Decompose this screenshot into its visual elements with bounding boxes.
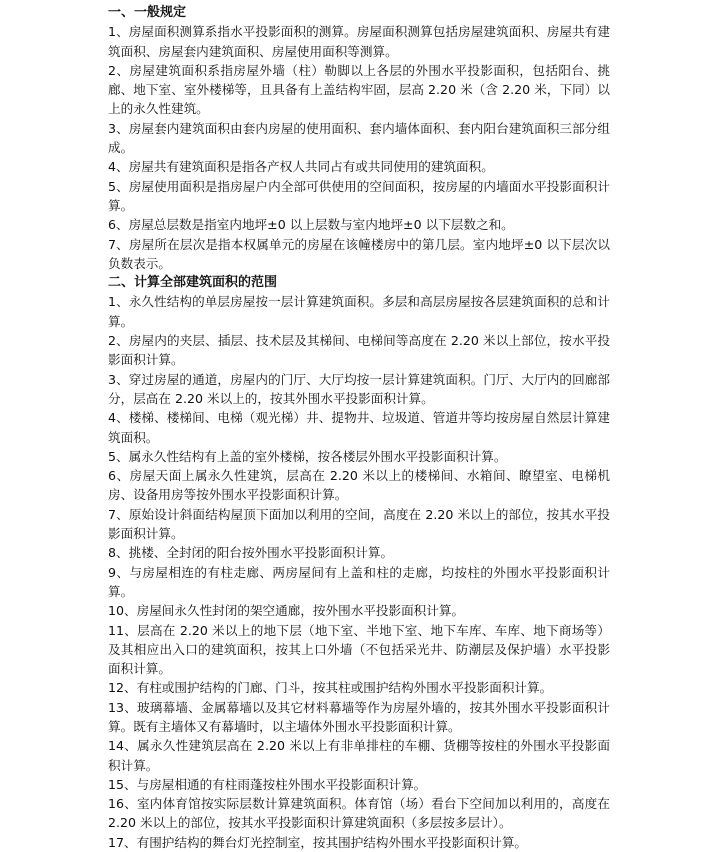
rule-item: 15、与房屋相通的有柱雨蓬按柱外围水平投影面积计算。	[108, 776, 427, 792]
rule-item: 4、楼梯、楼梯间、电梯（观光梯）井、提物井、垃圾道、管道井等均按房屋自然层计算建筑面积。	[108, 410, 610, 445]
rule-item: 1、房屋面积测算系指水平投影面积的测算。房屋面积测算包括房屋建筑面积、房屋共有建筑面积、房屋套内建筑面积、房屋使用面积等测算。	[108, 24, 610, 59]
rule-item: 2、房屋内的夹层、插层、技术层及其梯间、电梯间等高度在 2.20 米以上部位，按水平投影面积计算。	[108, 333, 610, 368]
section-full-area-scope	[108, 273, 610, 852]
rule-item: 2、房屋建筑面积系指房屋外墙（柱）勒脚以上各层的外围水平投影面积，包括阳台、挑廊、地下室、室外楼梯等，且具备有上盖结构牢固，层高 2.20 米（含 2.20 米，下同）以上的永久性建筑。	[108, 62, 610, 117]
rule-item: 7、原始设计斜面结构屋顶下面加以利用的空间，高度在 2.20 米以上的部位，按其水平投影面积计算。	[108, 506, 610, 542]
rule-item: 17、有围护结构的舞台灯光控制室，按其围护结构外围水平投影面积计算。	[108, 834, 528, 850]
rule-item: 7、房屋所在层次是指本权属单元的房屋在该幢楼房中的第几层。室内地坪±0 以下层次以负数表示。	[108, 236, 610, 271]
rule-item: 3、穿过房屋的通道，房屋内的门厅、大厅均按一层计算建筑面积。门厅、大厅内的回廊部分，层高在 2.20 米以上的，按其外围水平投影面积计算。	[108, 371, 610, 406]
rule-item: 6、房屋总层数是指室内地坪±0 以上层数与室内地坪±0 以下层数之和。	[108, 217, 514, 233]
rule-item: 5、房屋使用面积是指房屋户内全部可供使用的空间面积，按房屋的内墙面水平投影面积计算。	[108, 178, 610, 213]
section-heading: 一、一般规定	[108, 5, 187, 20]
rule-item: 11、层高在 2.20 米以上的地下层（地下室、半地下室、地下车库、车库、地下商场等）及其相应出入口的建筑面积，按其上口外墙（不包括采光井、防潮层及保护墙）水平投影面积计算。	[108, 622, 610, 677]
rule-item: 5、属永久性结构有上盖的室外楼梯，按各楼层外围水平投影面积计算。	[108, 448, 507, 464]
rule-item: 8、挑楼、全封闭的阳台按外围水平投影面积计算。	[108, 545, 394, 561]
rule-item: 9、与房屋相连的有柱走廊、两房屋间有上盖和柱的走廊，均按柱的外围水平投影面积计算。	[108, 564, 610, 599]
rule-item: 1、永久性结构的单层房屋按一层计算建筑面积。多层和高层房屋按各层建筑面积的总和计算。	[108, 294, 610, 329]
rule-item: 16、室内体育馆按实际层数计算建筑面积。体育馆（场）看台下空间加以利用的，高度在 2.20 米以上的部位，按其水平投影面积计算建筑面积（多层按多层计）。	[108, 796, 610, 831]
rule-item: 10、房屋间永久性封闭的架空通廊，按外围水平投影面积计算。	[108, 603, 465, 619]
rule-item: 3、房屋套内建筑面积由套内房屋的使用面积、套内墙体面积、套内阳台建筑面积三部分组成。	[108, 120, 610, 156]
rule-item: 14、属永久性建筑层高在 2.20 米以上有非单排柱的车棚、货棚等按柱的外围水平投影面积计算。	[108, 738, 610, 773]
section-heading: 二、计算全部建筑面积的范围	[108, 275, 278, 291]
rule-item: 6、房屋天面上属永久性建筑，层高在 2.20 米以上的楼梯间、水箱间、瞭望室、电梯机房、设备用房等按外围水平投影面积计算。	[108, 468, 610, 503]
rule-item: 4、房屋共有建筑面积是指各产权人共同占有或共同使用的建筑面积。	[108, 159, 494, 175]
rule-item: 12、有柱或围护结构的门廊、门斗，按其柱或围护结构外围水平投影面积计算。	[108, 680, 553, 696]
section-general-rules	[108, 3, 610, 273]
rule-item: 13、玻璃幕墙、金属幕墙以及其它材料幕墙等作为房屋外墙的，按其外围水平投影面积计算。既有主墙体又有幕墙时，以主墙体外围水平投影面积计算。	[108, 699, 610, 734]
